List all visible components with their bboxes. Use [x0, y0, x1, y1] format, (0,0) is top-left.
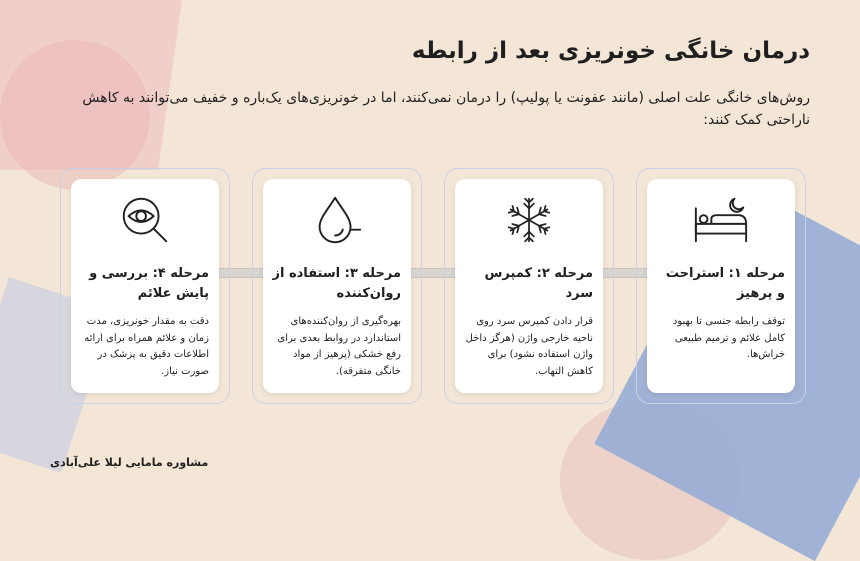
step-description: قرار دادن کمپرس سرد روی ناحیه خارجی واژن (هرگز داخل واژن استفاده نشود) برای کاهش التهاب.: [465, 316, 593, 377]
step-description: بهره‌گیری از روان‌کننده‌های استاندارد در روابط بعدی برای رفع خشکی (پرهیز از مواد خانگی متفرقه).: [277, 316, 401, 377]
step-card-4: [60, 168, 230, 404]
step-card-body: [455, 179, 603, 393]
step-card-3: [252, 168, 422, 404]
bed-moon-icon: [692, 194, 750, 246]
drop-icon: [308, 194, 366, 246]
step-card-1: [636, 168, 806, 404]
page-title: درمان خانگی خونریزی بعد از رابطه: [411, 38, 810, 64]
step-title: مرحله ۳: استفاده از روان‌کننده: [272, 266, 401, 302]
eye-magnifier-icon: [116, 194, 174, 246]
step-title: مرحله ۱: استراحت و پرهیز: [665, 266, 785, 302]
footer-credit: مشاوره مامایی لیلا علی‌آبادی: [50, 456, 209, 469]
step-description: دقت به مقدار خونریزی، مدت زمان و علائم همراه برای ارائه اطلاعات دقیق به پزشک در صورت نیاز.: [84, 316, 209, 377]
step-card-body: [71, 179, 219, 393]
step-title: مرحله ۲: کمپرس سرد: [484, 266, 593, 302]
step-card-body: [263, 179, 411, 393]
step-card-2: [444, 168, 614, 404]
step-title: مرحله ۴: بررسی و پایش علائم: [89, 266, 209, 302]
step-description: توقف رابطه جنسی تا بهبود کامل علائم و ترمیم طبیعی خراش‌ها.: [672, 316, 785, 360]
snowflake-icon: [500, 194, 558, 246]
step-card-body: [647, 179, 795, 393]
intro-text: روش‌های خانگی علت اصلی (مانند عفونت یا پولیپ) را درمان نمی‌کنند، اما در خونریزی‌های یک‌باره و خفیف می‌توانند به کاهش ناراحتی کمک کنند:: [82, 90, 810, 128]
